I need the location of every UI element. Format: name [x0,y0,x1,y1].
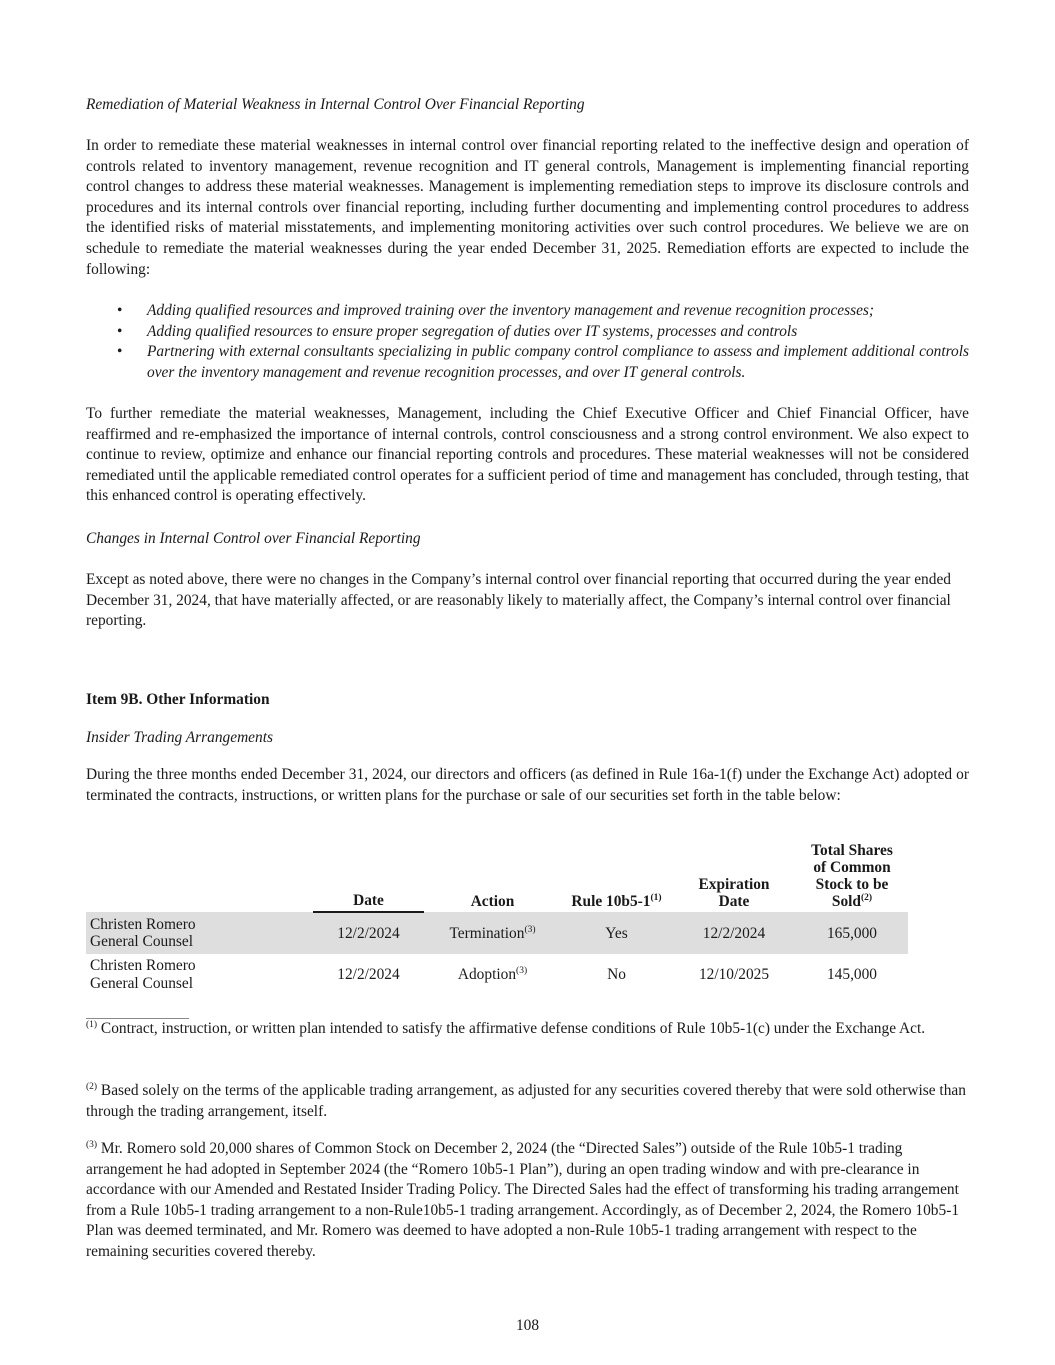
bullet-item [86,301,969,322]
footnote-marker: (2) [86,1082,98,1092]
footnote-3: $^{(3)}$ Mr. Romero sold 20,000 shares of Common Stock on December 2, 2024 (the “Directed Sales”) outside of the Rule 10b5-1 trading arrangement he had adopted in September 2024 (the “Romero 10b5-1 Plan”), during an open trading window and with pre-clearance in accordance with our Amended and Restated Insider Trading Policy. The Directed Sales had the effect of transforming his trading arrangement from a Rule 10b5-1 trading arrangement to a non-Rule10b5-1 trading arrangement. Accordingly, as of December 2, 2024, the Romero 10b5-1 Plan was deemed terminated, and Mr. Romero was deemed to have adopted a non-Rule 10b5-1 trading arrangement with respect to the remaining securities covered thereby. [86,1140,960,1260]
cell-action: Termination$^{(3)}$ [424,912,561,954]
cell-name: Christen Romero General Counsel [90,957,196,992]
footnote-ref: (1) [650,893,662,903]
cell-date: 12/2/2024 [337,966,400,983]
footnote-2: $^{(2)}$ Based solely on the terms of the applicable trading arrangement, as adjusted for any securities covered thereby that were sold otherwise than through the trading arrangement, itself. [86,1082,966,1120]
bullet-item [86,322,969,343]
bullet-icon: • [117,343,123,361]
cell-rule: No [607,966,626,983]
item-9b-heading: Item 9B. Other Information [86,691,270,708]
table-row [86,912,908,954]
remediation-bullet-list [86,301,969,383]
cell-date: 12/2/2024 [313,912,424,954]
cell-action: Adoption$^{(3)}$ [457,966,528,983]
remediation-paragraph: In order to remediate these material weaknesses in internal control over financial reporting related to the ineffective design and operation of controls related to inventory management, revenue recognition and IT general controls, Management is implementing financial reporting control changes to address these material weaknesses. Management is implementing remediation steps to improve its disclosure controls and procedures and its internal controls over financial reporting, including further documenting and implementing control procedures to address the identified risks of material misstatements, and implementing monitoring activities over such control procedures. We believe we are on schedule to remediate the material weaknesses during the year ended December 31, 2025. Remediation efforts are expected to include the following: [86,137,969,278]
cell-expiration: 12/10/2025 [698,966,770,983]
bullet-text: Partnering with external consultants specializing in public company control compliance to assess and implement additional controls over the inventory management and revenue recognition processes, and over IT general controls. [147,343,969,381]
bullet-icon: • [117,302,123,319]
table-header-row [86,842,908,912]
footnote-marker: (3) [86,1140,98,1150]
footnote-1: $^{(1)}$ Contract, instruction, or written plan intended to satisfy the affirmative defense conditions of Rule 10b5-1(c) under the Exchange Act. [86,1020,926,1037]
cell-shares: 145,000 [826,966,878,983]
header-rule-10b5-1: Rule 10b5-1$^{(1)}$ [571,893,662,910]
insider-trading-table [86,842,908,995]
footnote-ref: (2) [861,893,873,903]
footnote-marker: (1) [86,1020,98,1030]
header-name [86,842,313,912]
cell-name: Christen Romero General Counsel [86,912,313,954]
footnote-ref: (3) [516,966,528,976]
header-total-shares: Total Shares of Common Stock to be Sold$^{(2)}$ [811,842,893,910]
insider-trading-paragraph: During the three months ended December 31, 2024, our directors and officers (as defined in Rule 16a-1(f) under the Exchange Act) adopted or terminated the contracts, instructions, or written plans for the purchase or sale of our securities set forth in the table below: [86,766,969,804]
cell-rule: Yes [561,912,672,954]
cell-shares: 165,000 [796,912,908,954]
changes-paragraph: Except as noted above, there were no changes in the Company’s internal control over financial reporting that occurred during the year ended December 31, 2024, that have materially affected, or are reasonably likely to materially affect, the Company’s internal control over financial reporting. [86,571,951,630]
remediation-paragraph-2: To further remediate the material weaknesses, Management, including the Chief Executive Officer and Chief Financial Officer, have reaffirmed and re-emphasized the importance of internal controls, control consciousness and a strong control environment. We also expect to continue to review, optimize and enhance our financial reporting controls and procedures. These material weaknesses will not be considered remediated until the applicable remediated control operates for a sufficient period of time and management has concluded, through testing, that this enhanced control is operating effectively. [86,405,969,505]
footnote-ref: (3) [524,924,536,935]
header-expiration-date: Expiration Date [698,876,770,910]
bullet-item [86,342,969,383]
table-row [86,954,908,995]
insider-trading-subheading: Insider Trading Arrangements [86,729,273,746]
changes-heading: Changes in Internal Control over Financial Reporting [86,530,421,547]
remediation-heading: Remediation of Material Weakness in Internal Control Over Financial Reporting [86,96,585,113]
header-date: Date [313,842,424,912]
header-action: Action [470,893,515,910]
cell-expiration: 12/2/2024 [672,912,796,954]
bullet-text: Adding qualified resources and improved training over the inventory management and revenue recognition processes; [147,302,875,319]
bullet-text: Adding qualified resources to ensure proper segregation of duties over IT systems, processes and controls [147,322,798,340]
bullet-icon: • [117,322,123,340]
page-number: 108 [515,1317,540,1334]
